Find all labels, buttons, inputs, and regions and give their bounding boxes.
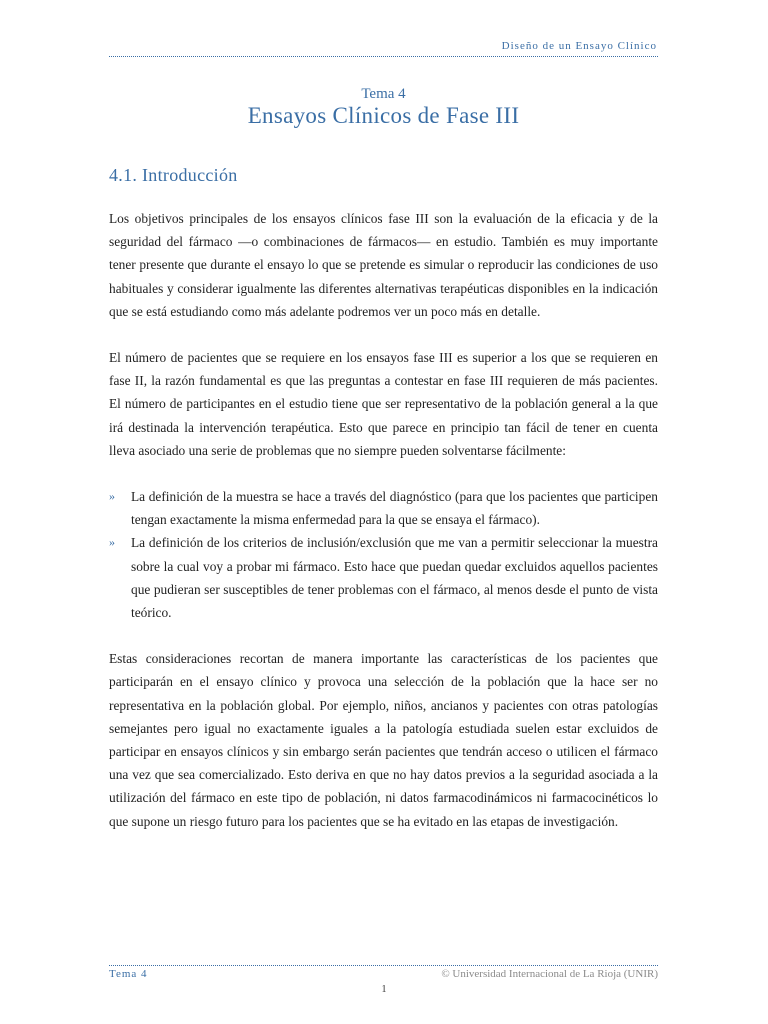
- list-item-text: La definición de la muestra se hace a través del diagnóstico (para que los pacientes que participen tengan exactamente la misma enfermedad para la que se ensaya el fármaco).: [131, 489, 658, 528]
- problem-list: [109, 485, 658, 624]
- page-number: 1: [381, 984, 387, 995]
- paragraph-intro: Los objetivos principales de los ensayos clínicos fase III son la evaluación de la eficacia y de la seguridad del fármaco —o combinaciones de fármacos— en estudio. También es muy importante tener presente que durante el ensayo lo que se pretende es simular o reproducir las condiciones de uso habituales y considerar igualmente las diferentes alternativas terapéuticas disponibles en la indicación que se está estudiando como más adelante podremos ver un poco más en detalle.: [109, 211, 658, 319]
- chapter-title: Ensayos Clínicos de Fase III: [247, 103, 520, 128]
- paragraph-considerations: Estas consideraciones recortan de manera importante las características de los pacientes que participarán en el ensayo clínico y provoca una selección de la población que la hace ser no representativa en la población global. Por ejemplo, niños, ancianos y pacientes con otras patologías semejantes pero igual no exactamente iguales a la patología estudiada suelen estar excluidos de participar en ensayos clínicos y sin embargo serán pacientes que tendrán acceso o utilicen el fármaco una vez que sea comercializado. Esto deriva en que no hay datos previos a la seguridad asociada a la utilización del fármaco en este tipo de población, ni datos farmacodinámicos ni farmacocinéticos lo que supone un riesgo futuro para los pacientes que se ha evitado en las etapas de investigación.: [109, 651, 658, 829]
- paragraph-patients: El número de pacientes que se requiere en los ensayos fase III es superior a los que se requieren en fase II, la razón fundamental es que las preguntas a contestar en fase III requieren de más pacientes. El número de participantes en el estudio tiene que ser representativo de la población general a la que irá destinada la intervención terapéutica. Esto que parece en principio tan fácil de tener en cuenta lleva asociado una serie de problemas que no siempre pueden solventarse fácilmente:: [109, 350, 658, 458]
- running-header: Diseño de un Ensayo Clínico: [501, 40, 657, 52]
- body-content: [109, 207, 658, 856]
- list-item-text: La definición de los criterios de inclusión/exclusión que me van a permitir seleccionar la muestra sobre la cual voy a probar mi fármaco. Esto hace que puedan quedar excluidos aquellos pacientes que pudieran ser susceptibles de tener problemas con el fármaco, al menos desde el punto de vista teórico.: [131, 535, 658, 621]
- header-divider: [109, 56, 658, 57]
- bullet-marker: »: [109, 489, 115, 504]
- footer-divider: [109, 965, 658, 966]
- footer-chapter: Tema 4: [109, 968, 148, 980]
- section-heading: 4.1. Introducción: [109, 165, 238, 185]
- footer-copyright: © Universidad Internacional de La Rioja (UNIR): [441, 968, 658, 980]
- list-item: [109, 485, 658, 531]
- bullet-marker: »: [109, 535, 115, 550]
- list-item: [109, 531, 658, 624]
- chapter-kicker: Tema 4: [361, 86, 406, 102]
